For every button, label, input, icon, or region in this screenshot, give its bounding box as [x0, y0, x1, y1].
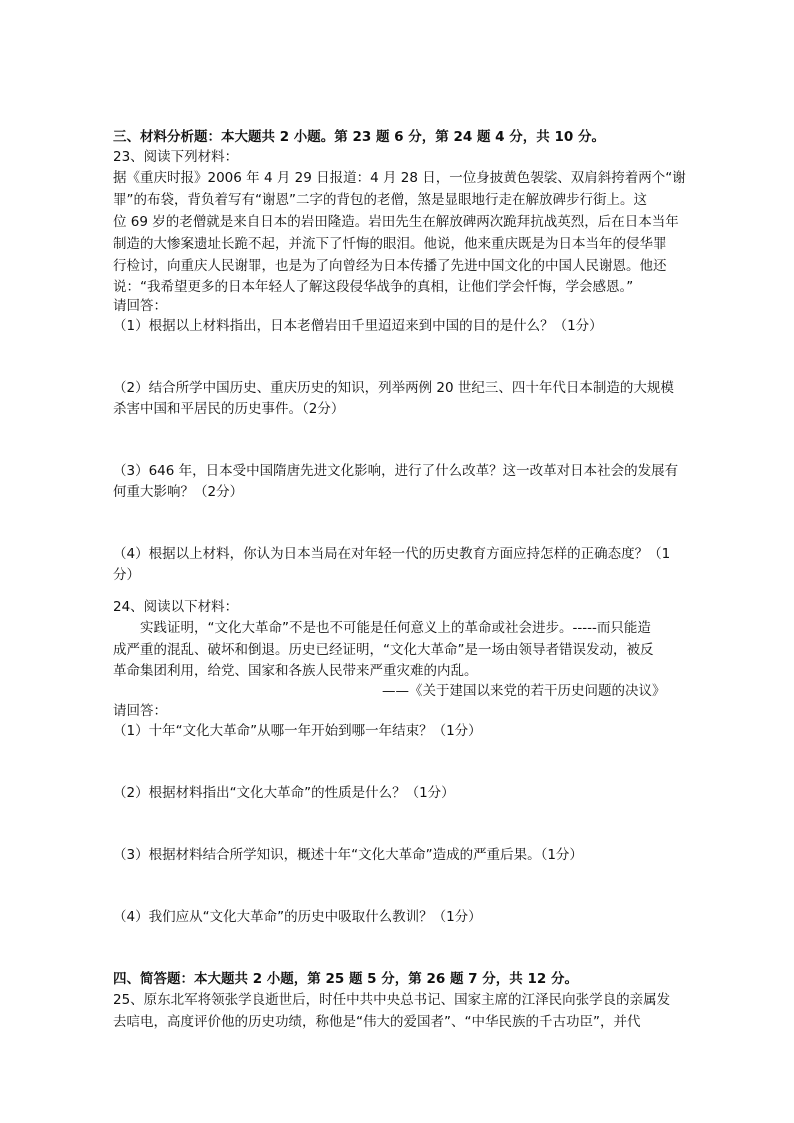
q23-question-4: （4）根据以上材料，你认为日本当局在对年轻一代的历史教育方面应持怎样的正确态度？（1 [113, 546, 671, 562]
section-4-heading: 四、简答题：本大题共 2 小题，第 25 题 5 分，第 26 题 7 分，共 12 分。 [113, 971, 578, 987]
q23-question-3-cont: 何重大影响？（2分） [113, 484, 244, 500]
q24-question-3: （3）根据材料结合所学知识，概述十年“文化大革命”造成的严重后果。（1分） [113, 847, 583, 863]
q24-source: ——《关于建国以来党的若干历史问题的决议》 [382, 683, 666, 699]
section-3-heading: 三、材料分析题：本大题共 2 小题。第 23 题 6 分，第 24 题 4 分，共 10 分。 [113, 129, 605, 145]
q24-prompt: 请回答： [113, 703, 167, 719]
q25-text-line: 去唁电，高度评价他的历史功绩，称他是“伟大的爱国者”、“中华民族的千古功臣”，并代 [113, 1014, 641, 1030]
q23-question-2: （2）结合所学中国历史、重庆历史的知识，列举两例 20 世纪三、四十年代日本制造的大规模 [113, 380, 674, 396]
q24-material-line: 成严重的混乱、破坏和倒退。历史已经证明，“文化大革命”是一场由领导者错误发动，被反 [113, 642, 654, 658]
q23-material-line: 行检讨，向重庆人民谢罪，也是为了向曾经为日本传播了先进中国文化的中国人民谢恩。他还 [113, 258, 667, 274]
q23-question-2-cont: 杀害中国和平居民的历史事件。（2分） [113, 401, 345, 417]
q24-question-1: （1）十年“文化大革命”从哪一年开始到哪一年结束？（1分） [113, 723, 482, 739]
q25-text-line: 25、原东北军将领张学良逝世后，时任中共中央总书记、国家主席的江泽民向张学良的亲属发 [113, 992, 671, 1008]
q23-question-4-cont: 分） [113, 567, 140, 583]
q24-question-4: （4）我们应从“文化大革命”的历史中吸取什么教训？（1分） [113, 909, 482, 925]
q23-material-line: 位 69 岁的老僧就是来自日本的岩田隆造。岩田先生在解放碑两次跪拜抗战英烈，后在日本当年 [113, 214, 679, 230]
q24-material-line: 革命集团利用，给党、国家和各族人民带来严重灾难的内乱。 [113, 663, 478, 679]
q24-question-2: （2）根据材料指出“文化大革命”的性质是什么？（1分） [113, 785, 455, 801]
q23-question-1: （1）根据以上材料指出，日本老僧岩田千里迢迢来到中国的目的是什么？（1分） [113, 318, 603, 334]
q23-intro: 23、阅读下列材料： [113, 149, 239, 165]
q24-intro: 24、阅读以下材料： [113, 599, 239, 615]
q23-material-line: 说：“我希望更多的日本年轻人了解这段侵华战争的真相，让他们学会忏悔，学会感恩。” [113, 279, 634, 295]
q23-prompt: 请回答： [113, 298, 167, 314]
q23-question-3: （3）646 年，日本受中国隋唐先进文化影响，进行了什么改革？这一改革对日本社会的发展有 [113, 463, 679, 479]
q23-material-line: 制造的大惨案遗址长跪不起，并流下了忏悔的眼泪。他说，他来重庆既是为日本当年的侵华罪 [113, 236, 667, 252]
q23-material-line: 罪”的布袋，背负着写有“谢恩”二字的背包的老僧，煞是显眼地行走在解放碑步行街上。这 [113, 192, 647, 208]
q23-material-line: 据《重庆时报》2006 年 4 月 29 日报道：4 月 28 日，一位身披黄色袈裟、双肩斜挎着两个“谢 [113, 170, 686, 186]
q24-material-line: 实践证明，“文化大革命”不是也不可能是任何意义上的革命或社会进步。-----而只能造 [140, 620, 651, 636]
